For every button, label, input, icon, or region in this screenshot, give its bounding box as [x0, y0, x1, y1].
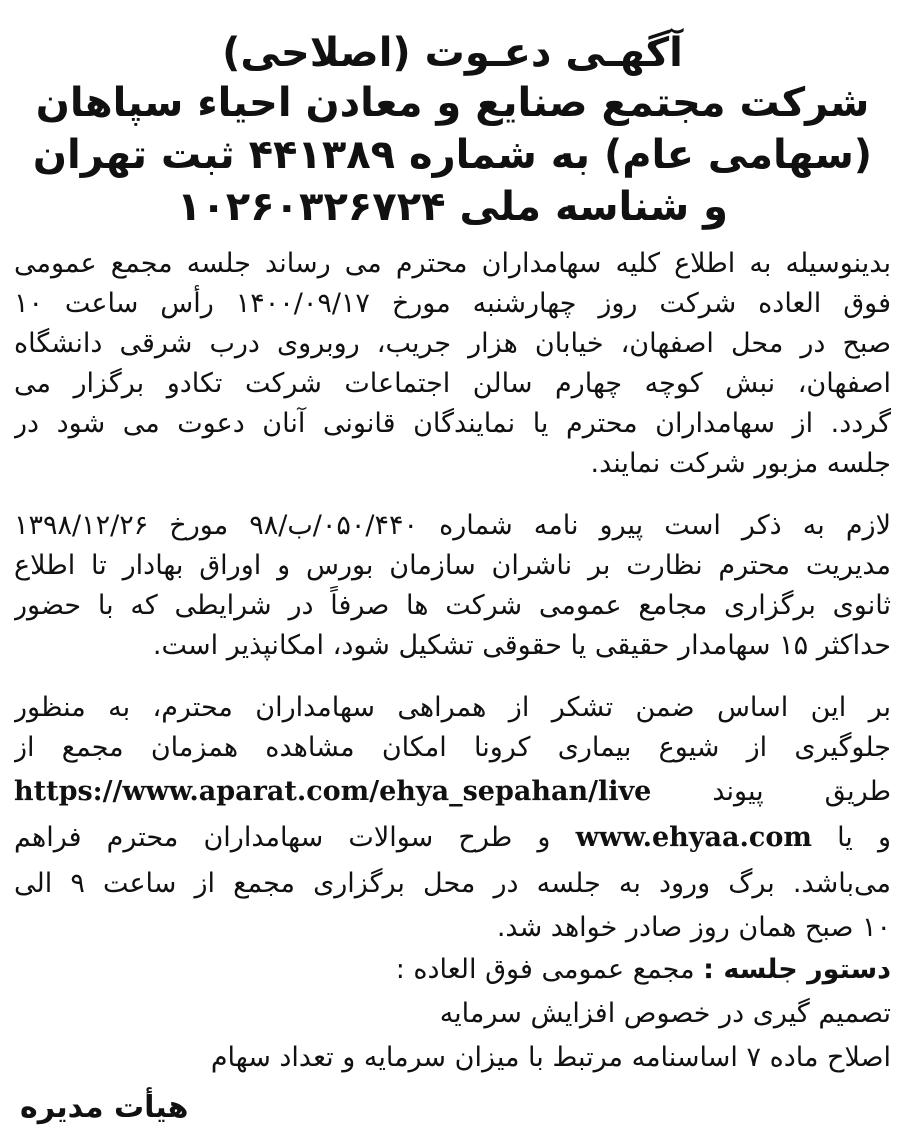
aparat-link[interactable]: https://www.aparat.com/ehya_sepahan/live: [14, 776, 652, 807]
registration-number: (سهامی عام) به شماره ۴۴۱۳۸۹ ثبت تهران: [32, 132, 873, 178]
site-prefix: و یا: [837, 822, 891, 853]
body-line: بر این اساس ضمن تشکر از همراهی سهامداران محترم، به منظور: [14, 692, 891, 723]
body-line: بدینوسیله به اطلاع کلیه سهامداران محترم می رساند جلسه مجمع عمومی: [14, 248, 891, 279]
link-prefix: طریق پیوند: [712, 776, 891, 807]
national-id: و شناسه ملی ۱۰۲۶۰۳۲۶۷۲۴: [176, 184, 729, 230]
body-line: لازم به ذکر است پیرو نامه شماره ۰۵۰/۴۴۰/ب/۹۸ مورخ ۱۳۹۸/۱۲/۲۶: [14, 510, 891, 541]
site-line: [14, 818, 891, 858]
link-line: [14, 772, 891, 812]
body-line: می‌باشد. برگ ورود به جلسه در محل برگزاری مجمع از ساعت ۹ الی: [14, 868, 891, 899]
site-suffix: و طرح سوالات سهامداران محترم فراهم: [14, 822, 551, 853]
website-link[interactable]: www.ehyaa.com: [575, 822, 812, 853]
body-line: جلوگیری از شیوع بیماری کرونا امکان مشاهده همزمان مجمع از: [14, 732, 891, 763]
company-name: شرکت مجتمع صنایع و معادن احیاء سپاهان: [35, 80, 870, 126]
body-line: فوق العاده شرکت روز چهارشنبه مورخ ۱۴۰۰/۰۹/۱۷ رأس ساعت ۱۰: [14, 288, 891, 319]
agenda-title: مجمع عمومی فوق العاده :: [395, 954, 695, 985]
agenda-heading: [14, 950, 891, 990]
body-line: ثانوی برگزاری مجامع عمومی شرکت ها صرفاً در شرایطی که با حضور: [14, 590, 891, 621]
notice-title: آگهـی دعـوت (اصلاحی): [222, 30, 683, 76]
body-line: ۱۰ صبح همان روز صادر خواهد شد.: [496, 912, 891, 943]
body-line: گردد. از سهامداران محترم یا نمایندگان قانونی آنان دعوت می شود در: [14, 408, 891, 439]
agenda-label: دستور جلسه :: [703, 954, 891, 985]
body-line: مدیریت محترم نظارت بر ناشران سازمان بورس و اوراق بهادار تا اطلاع: [14, 550, 891, 581]
body-line: اصفهان، نبش کوچه چهارم سالن اجتماعات شرکت تکادو برگزار می: [14, 368, 891, 399]
agenda-item: تصمیم گیری در خصوص افزایش سرمایه: [439, 998, 891, 1029]
body-line: صبح در محل اصفهان، خیابان هزار جریب، روبروی درب شرقی دانشگاه: [14, 328, 891, 359]
body-line: حداکثر ۱۵ سهامدار حقیقی یا حقوقی تشکیل شود، امکانپذیر است.: [152, 630, 891, 661]
body-line: جلسه مزبور شرکت نمایند.: [590, 448, 891, 479]
board-signature: هیأت مدیره: [20, 1090, 189, 1125]
agenda-item: اصلاح ماده ۷ اساسنامه مرتبط با میزان سرمایه و تعداد سهام: [210, 1042, 891, 1073]
